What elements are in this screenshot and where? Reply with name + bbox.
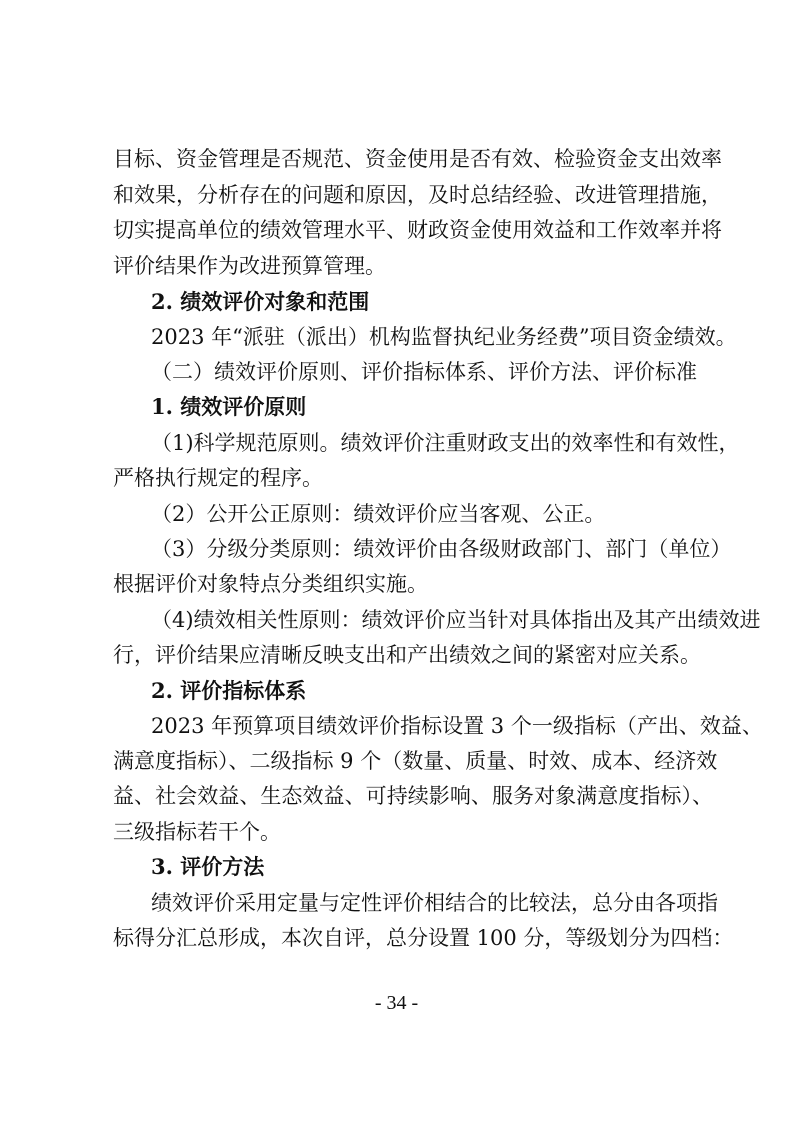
- paragraph-line: 严格执行规定的程序。: [113, 466, 323, 490]
- paragraph-line: 绩效评价采用定量与定性评价相结合的比较法，总分由各项指: [151, 891, 718, 915]
- paragraph-line: （4)绩效相关性原则：绩效评价应当针对具体指出及其产出绩效进: [151, 608, 761, 632]
- paragraph-line: 目标、资金管理是否规范、资金使用是否有效、检验资金支出效率: [113, 147, 722, 171]
- paragraph-line: 满意度指标）、二级指标 9 个（数量、质量、时效、成本、经济效: [113, 749, 718, 773]
- paragraph-line: 2023 年“派驻（派出）机构监督执纪业务经费”项目资金绩效。: [151, 325, 737, 349]
- page-number: - 34 -: [374, 992, 419, 1014]
- paragraph-line: 切实提高单位的绩效管理水平、财政资金使用效益和工作效率并将: [113, 218, 722, 242]
- section-heading: 2. 评价指标体系: [151, 678, 307, 703]
- paragraph-line: 三级指标若干个。: [113, 820, 281, 844]
- paragraph-line: （1)科学规范原则。绩效评价注重财政支出的效率性和有效性，: [151, 431, 740, 455]
- section-heading: 1. 绩效评价原则: [151, 394, 307, 419]
- paragraph-line: 根据评价对象特点分类组织实施。: [113, 572, 428, 596]
- paragraph-line: 2023 年预算项目绩效评价指标设置 3 个一级指标（产出、效益、: [151, 714, 763, 738]
- paragraph-line: （3）分级分类原则：绩效评价由各级财政部门、部门（单位）: [151, 537, 732, 561]
- paragraph-line: 益、社会效益、生态效益、可持续影响、服务对象满意度指标）、: [113, 784, 713, 808]
- paragraph-line: （2）公开公正原则：绩效评价应当客观、公正。: [151, 502, 606, 526]
- paragraph-line: 评价结果作为改进预算管理。: [113, 254, 386, 278]
- section-heading: 3. 评价方法: [151, 854, 265, 879]
- section-heading: 2. 绩效评价对象和范围: [151, 289, 370, 314]
- paragraph-line: 行，评价结果应清晰反映支出和产出绩效之间的紧密对应关系。: [113, 643, 701, 667]
- paragraph-line: 和效果，分析存在的问题和原因，及时总结经验、改进管理措施，: [113, 183, 722, 207]
- section-heading: （二）绩效评价原则、评价指标体系、评价方法、评价标准: [151, 360, 697, 384]
- paragraph-line: 标得分汇总形成，本次自评，总分设置 100 分，等级划分为四档：: [113, 926, 734, 950]
